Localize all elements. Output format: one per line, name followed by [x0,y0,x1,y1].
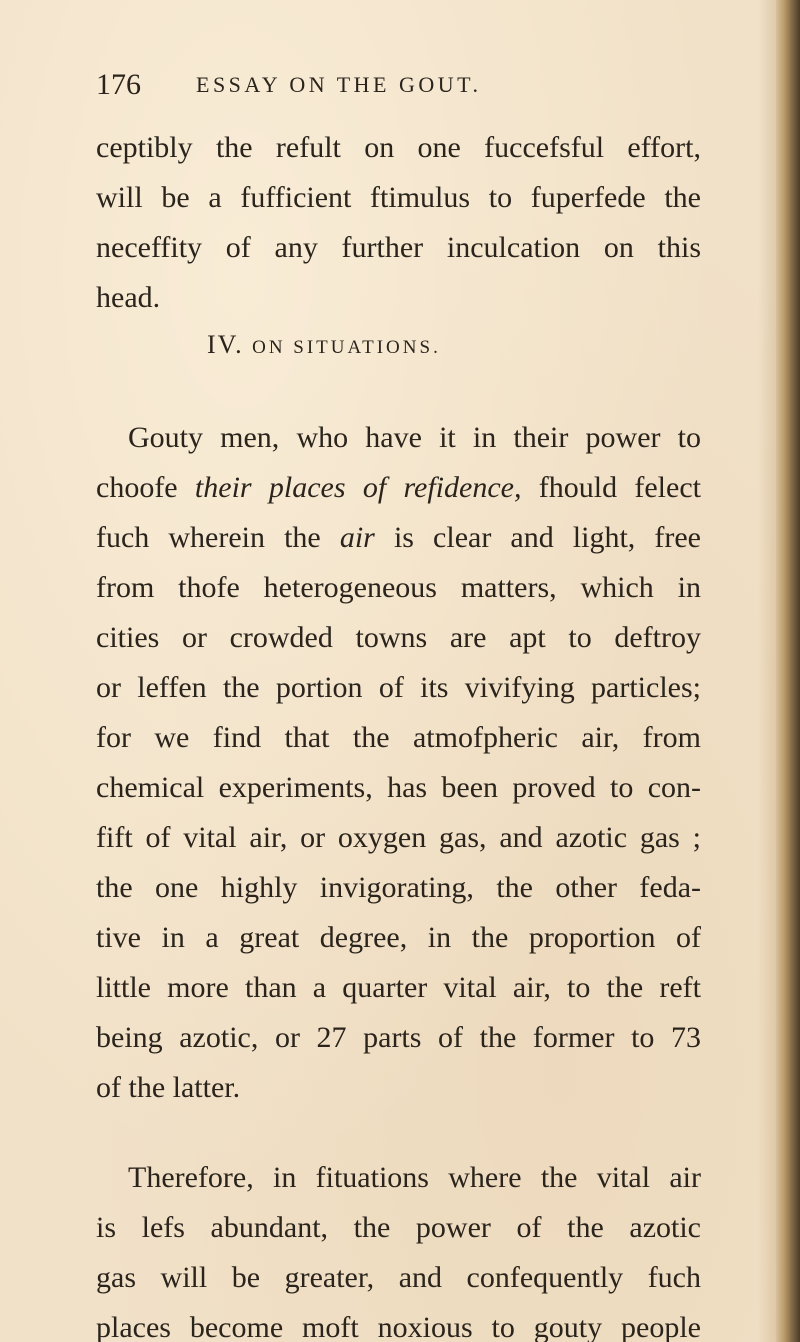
binding-edge [776,0,800,1342]
text-line: tive in a great degree, in the proportion of [96,921,701,954]
text-line: Therefore, in fituations where the vital air [128,1161,701,1194]
text-line: fift of vital air, or oxygen gas, and azotic gas ; [96,821,701,854]
text-line: being azotic, or 27 parts of the former to 73 [96,1021,701,1054]
text-line [96,470,701,506]
text-line: little more than a quarter vital air, to the reft [96,971,701,1004]
text-span: fhould felect [521,471,701,504]
binding-shadow [758,0,776,1342]
text-line: places become moft noxious to gouty people [96,1311,701,1342]
text-span: is clear and light, free [374,521,702,554]
text-line: cities or crowded towns are apt to deftroy [96,621,701,654]
text-line: Gouty men, who have it in their power to [128,421,701,454]
section-numeral: IV. [207,330,244,359]
text-line: the one highly invigorating, the other feda- [96,871,701,904]
italic-phrase: their places of refidence, [194,471,522,504]
text-line [96,520,701,556]
text-line: from thofe heterogeneous matters, which in [96,571,701,604]
text-line: head. [96,281,161,314]
text-line: of the latter. [96,1071,241,1104]
text-line: gas will be greater, and confequently fuch [96,1261,701,1294]
text-line: for we find that the atmofpheric air, from [96,721,701,754]
section-title: ON SITUATIONS. [252,337,441,358]
running-head-title: ESSAY ON THE GOUT. [196,72,482,97]
page-number: 176 [96,68,141,101]
text-line: chemical experiments, has been proved to con- [96,771,701,804]
text-line: ceptibly the refult on one fuccefsful effort, [96,131,701,164]
text-line: or leffen the portion of its vivifying particles; [96,671,701,704]
italic-word: air [339,521,375,554]
text-span: fuch wherein the [96,521,340,554]
text-line: will be a fufficient ftimulus to fuperfede the [96,181,701,214]
section-heading [207,330,441,360]
text-line: is lefs abundant, the power of the azotic [96,1211,701,1244]
running-head [96,68,656,108]
text-line: neceffity of any further inculcation on this [96,231,701,264]
text-span: choofe [96,471,195,504]
